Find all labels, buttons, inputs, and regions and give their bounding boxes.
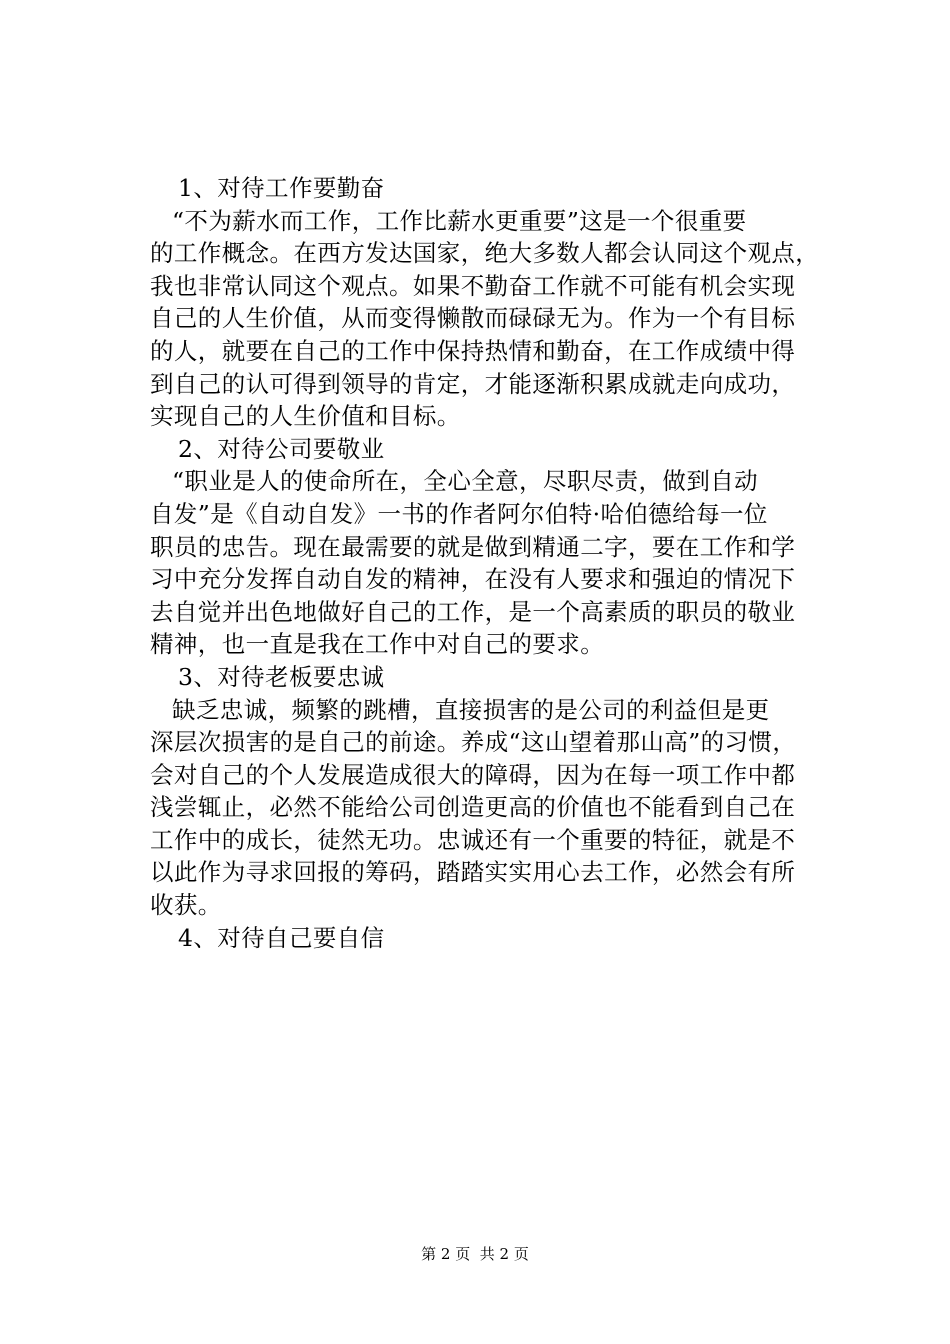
paragraph-line: 习中充分发挥自动自发的精神，在没有人要求和强迫的情况下	[150, 565, 796, 594]
paragraph-line: 自己的人生价值，从而变得懒散而碌碌无为。作为一个有目标	[150, 304, 796, 333]
paragraph-line: 精神，也一直是我在工作中对自己的要求。	[150, 630, 605, 659]
paragraph-line: 去自觉并出色地做好自己的工作，是一个高素质的职员的敬业	[150, 597, 796, 626]
document-body	[150, 172, 830, 954]
paragraph-line: 工作中的成长，徒然无功。忠诚还有一个重要的特征，就是不	[150, 825, 796, 854]
section-heading: 4、对待自己要自信	[178, 923, 385, 952]
section-heading: 1、对待工作要勤奋	[178, 174, 385, 202]
section-heading: 3、对待老板要忠诚	[178, 662, 385, 691]
paragraph-line: 浅尝辄止，必然不能给公司创造更高的价值也不能看到自己在	[150, 793, 796, 822]
paragraph-line: 以此作为寻求回报的筹码，踏踏实实用心去工作，必然会有所	[150, 858, 796, 887]
paragraph-line: “职业是人的使命所在，全心全意，尽职尽责，做到自动	[172, 467, 759, 496]
paragraph-line: 的人，就要在自己的工作中保持热情和勤奋，在工作成绩中得	[150, 336, 796, 365]
paragraph-line: 的工作概念。在西方发达国家，绝大多数人都会认同这个观点，	[150, 239, 820, 268]
paragraph-line: 自发”是《自动自发》一书的作者阿尔伯特·哈伯德给每一位	[150, 499, 768, 528]
paragraph-line: “不为薪水而工作，工作比薪水更重要”这是一个很重要	[172, 206, 747, 235]
page-footer: 第 2 页 共 2 页	[421, 1245, 529, 1263]
paragraph-line: 会对自己的个人发展造成很大的障碍，因为在每一项工作中都	[150, 760, 796, 789]
section-3	[150, 661, 830, 922]
paragraph-line: 职员的忠告。现在最需要的就是做到精通二字，要在工作和学	[150, 532, 796, 561]
section-4	[150, 922, 830, 955]
section-heading: 2、对待公司要敬业	[178, 434, 385, 463]
section-1	[150, 172, 830, 433]
paragraph-line: 实现自己的人生价值和目标。	[150, 402, 461, 431]
section-2	[150, 433, 830, 661]
paragraph-line: 到自己的认可得到领导的肯定，才能逐渐积累成就走向成功，	[150, 369, 796, 398]
paragraph-line: 缺乏忠诚，频繁的跳槽，直接损害的是公司的利益但是更	[172, 695, 770, 724]
paragraph-line: 我也非常认同这个观点。如果不勤奋工作就不可能有机会实现	[150, 271, 796, 300]
paragraph-line: 深层次损害的是自己的前途。养成“这山望着那山高”的习惯，	[150, 728, 797, 757]
paragraph-line: 收获。	[150, 891, 222, 920]
